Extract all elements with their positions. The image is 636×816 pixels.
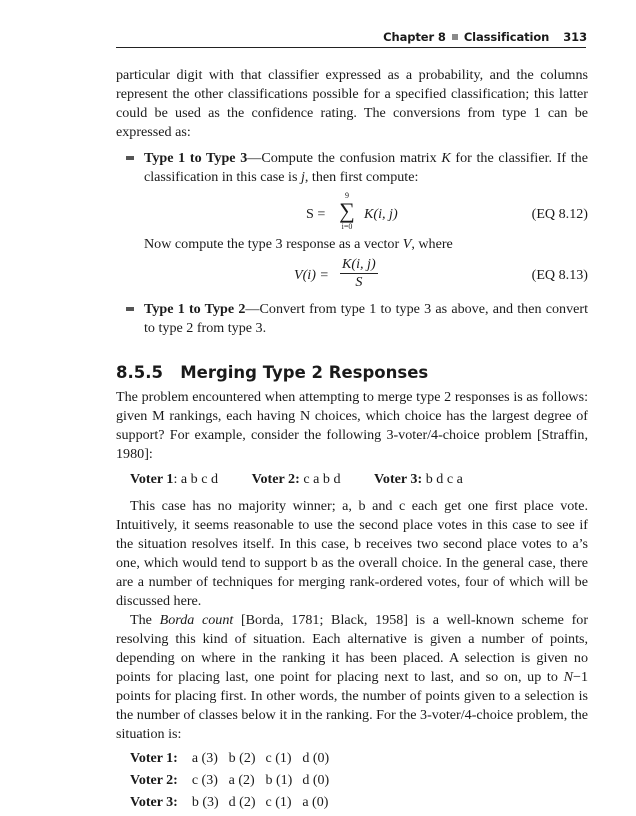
table-cell: a (3) — [191, 751, 218, 766]
table-cell: a (0) — [302, 795, 329, 810]
table-cell: b (1) — [265, 773, 293, 788]
voter-label: Voter 3: — [130, 795, 178, 810]
table-cell: c (3) — [191, 773, 218, 788]
chapter-section-label: Classification — [463, 30, 550, 44]
paragraph: This case has no majority winner; a, b and c each get one first place vote. Intuitively, it seems reasonable to use the second place votes in this case to see if the situation resolves itself. In this case, b receives two second place votes to a’s one, which would tend to support b as the overall choice. In the general case, there are a number of techniques for merging rank-ordered votes, four of which will be discussed here. — [116, 498, 588, 609]
equation-8-13 — [144, 256, 588, 296]
header-rule — [116, 47, 586, 48]
bullet-term: Type 1 to Type 2 — [144, 301, 246, 317]
section-title: Merging Type 2 Responses — [180, 363, 429, 382]
equation-number: (EQ 8.13) — [531, 267, 588, 283]
page-number: 313 — [563, 30, 587, 44]
bullet-icon — [126, 307, 134, 311]
table-cell: a (2) — [228, 773, 255, 788]
intro-paragraph: particular digit with that classifier expressed as a probability, and the columns represent the other classifications possible for a specified classification; this latter could be used as the confidence rating. The conversions from type 1 can be expressed as: — [116, 67, 588, 140]
chapter-label: Chapter 8 — [383, 30, 446, 44]
equation-8-12 — [144, 191, 588, 231]
math-var: K — [441, 150, 451, 166]
voter-sep: : — [173, 471, 181, 487]
eq-lhs: V(i) = — [294, 267, 329, 283]
voter-ranking — [374, 471, 463, 487]
bullet-term: Type 1 to Type 3 — [144, 150, 248, 166]
section-heading — [116, 362, 588, 384]
bullet-text: for the classifier. If the classification in this case is — [144, 150, 588, 185]
table-row — [130, 794, 339, 816]
voter-order: c a b d — [303, 471, 341, 487]
bullet-text: Now compute the type 3 response as a vector — [144, 236, 403, 252]
text-run: The — [130, 612, 160, 628]
section-number: 8.5.5 — [116, 363, 163, 382]
voter-label: Voter 2: — [130, 773, 178, 788]
voter-ranking — [252, 471, 341, 487]
bullet-text: , where — [411, 236, 453, 252]
table-cell: b (2) — [228, 751, 256, 766]
sum-symbol: ∑ — [339, 198, 355, 223]
bullet-text: Compute the confusion matrix — [261, 150, 442, 166]
vector-intro — [144, 235, 588, 254]
bullet-icon — [126, 156, 134, 160]
text-run: −1 points for placing first. In other words, the number of points given to a selection is the number of classes below it in the ranking. For the 3-voter/4-choice problem, the situation is: — [116, 669, 588, 742]
em-dash: — — [245, 301, 260, 317]
text-run: [Borda, 1781; Black, 1958] is a well-known scheme for resolving this kind of situation. Each alternative is given a number of points, depending on where in the ranking it has been placed. A selection is given no points for placing last, one point for placing next to last, and so on, up to — [116, 612, 589, 685]
paragraph-borda — [116, 611, 588, 744]
sum-upper: 9 — [345, 191, 349, 200]
table-cell: d (0) — [302, 751, 330, 766]
voter-label: Voter 1: — [130, 751, 178, 766]
numerator: K(i, j) — [342, 256, 376, 272]
voter-order: b d c a — [425, 471, 463, 487]
math-var: N — [563, 669, 573, 685]
term: Borda count — [159, 612, 234, 628]
em-dash: — — [247, 150, 262, 166]
paragraph: The problem encountered when attempting to merge type 2 responses is as follows: given M rankings, each having N choices, which choice has the largest degree of support? For example, consider the following 3-voter/4-choice problem [Straffin, 1980]: — [116, 389, 588, 462]
bullet-type1-to-type2 — [116, 300, 588, 338]
bullet-type1-to-type3 — [116, 149, 588, 296]
denominator: S — [355, 274, 363, 290]
fraction — [340, 256, 378, 291]
table-row — [130, 772, 339, 794]
equation-number: (EQ 8.12) — [531, 206, 588, 222]
voter-label: Voter 2: — [251, 471, 300, 487]
voter-label: Voter 1 — [130, 471, 174, 487]
summation — [334, 191, 360, 231]
square-bullet-icon — [452, 34, 458, 40]
voter-order: a b c d — [180, 471, 219, 487]
voter-rankings — [116, 470, 588, 489]
page-body — [116, 66, 588, 816]
bullet-text: Convert from type 1 to type 3 as above, and then convert to type 2 from type 3. — [144, 301, 589, 336]
table-cell: b (3) — [191, 795, 219, 810]
table-cell: c (1) — [265, 795, 292, 810]
borda-points-table — [130, 750, 339, 816]
bullet-text: , then first compute: — [304, 169, 419, 185]
math-var: j — [300, 169, 305, 185]
voter-label: Voter 3: — [374, 471, 423, 487]
table-cell: d (2) — [228, 795, 256, 810]
voter-ranking — [130, 471, 218, 487]
running-header — [0, 30, 587, 44]
eq-term: K(i, j) — [364, 206, 398, 222]
sum-lower: i=0 — [341, 222, 353, 231]
table-row — [130, 750, 339, 772]
eq-lhs: S = — [306, 206, 326, 222]
table-cell: c (1) — [265, 751, 292, 766]
math-var: V — [402, 236, 412, 252]
table-cell: d (0) — [302, 773, 330, 788]
